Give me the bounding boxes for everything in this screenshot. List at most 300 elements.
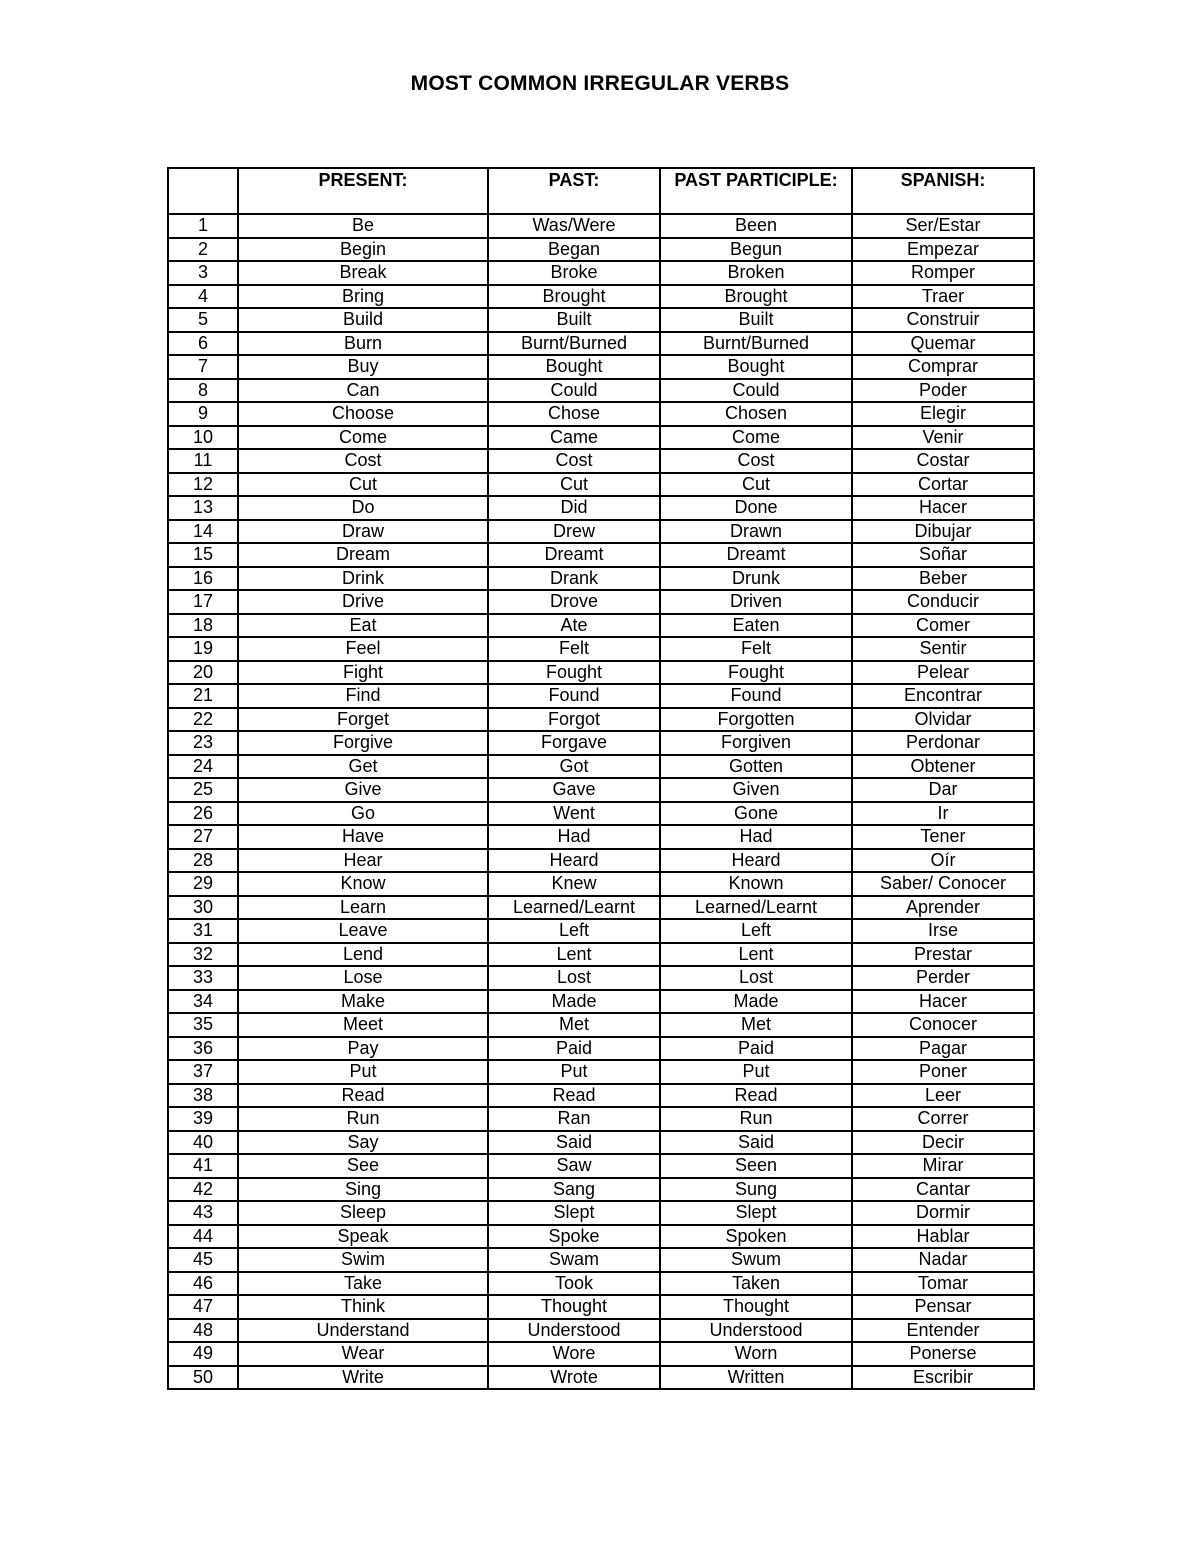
table-row [168, 590, 1034, 614]
cell-present: Read [238, 1084, 488, 1108]
cell-present: Say [238, 1131, 488, 1155]
table-row [168, 308, 1034, 332]
cell-past-participle: Found [660, 684, 852, 708]
cell-spanish: Mirar [852, 1154, 1034, 1178]
cell-past-participle: Cut [660, 473, 852, 497]
cell-spanish: Conducir [852, 590, 1034, 614]
cell-past-participle: Written [660, 1366, 852, 1390]
cell-present: Come [238, 426, 488, 450]
cell-present: Wear [238, 1342, 488, 1366]
cell-past: Ate [488, 614, 660, 638]
table-header [168, 168, 1034, 214]
cell-spanish: Construir [852, 308, 1034, 332]
cell-past: Lost [488, 966, 660, 990]
page-title: MOST COMMON IRREGULAR VERBS [410, 72, 790, 95]
cell-present: Eat [238, 614, 488, 638]
cell-past: Knew [488, 872, 660, 896]
cell-spanish: Hablar [852, 1225, 1034, 1249]
cell-present: Dream [238, 543, 488, 567]
cell-past-participle: Begun [660, 238, 852, 262]
cell-past-participle: Known [660, 872, 852, 896]
cell-number: 26 [168, 802, 238, 826]
cell-spanish: Romper [852, 261, 1034, 285]
cell-past-participle: Bought [660, 355, 852, 379]
cell-past: Was/Were [488, 214, 660, 238]
cell-spanish: Hacer [852, 496, 1034, 520]
cell-present: Speak [238, 1225, 488, 1249]
cell-present: Understand [238, 1319, 488, 1343]
cell-past: Came [488, 426, 660, 450]
cell-spanish: Pelear [852, 661, 1034, 685]
cell-spanish: Ir [852, 802, 1034, 826]
cell-past-participle: Paid [660, 1037, 852, 1061]
table-row [168, 1295, 1034, 1319]
table-row [168, 402, 1034, 426]
cell-past: Drew [488, 520, 660, 544]
cell-past: Learned/Learnt [488, 896, 660, 920]
cell-present: Give [238, 778, 488, 802]
cell-number: 7 [168, 355, 238, 379]
table-row [168, 755, 1034, 779]
cell-past: Found [488, 684, 660, 708]
cell-spanish: Ponerse [852, 1342, 1034, 1366]
table-row [168, 285, 1034, 309]
cell-present: Burn [238, 332, 488, 356]
cell-present: Sing [238, 1178, 488, 1202]
cell-present: Swim [238, 1248, 488, 1272]
cell-spanish: Cortar [852, 473, 1034, 497]
cell-spanish: Comer [852, 614, 1034, 638]
cell-spanish: Pensar [852, 1295, 1034, 1319]
cell-past: Paid [488, 1037, 660, 1061]
table-row [168, 1060, 1034, 1084]
cell-past-participle: Cost [660, 449, 852, 473]
cell-present: Choose [238, 402, 488, 426]
cell-past: Saw [488, 1154, 660, 1178]
cell-number: 13 [168, 496, 238, 520]
cell-spanish: Hacer [852, 990, 1034, 1014]
cell-spanish: Saber/ Conocer [852, 872, 1034, 896]
cell-number: 35 [168, 1013, 238, 1037]
table-row [168, 1178, 1034, 1202]
cell-spanish: Oír [852, 849, 1034, 873]
cell-spanish: Empezar [852, 238, 1034, 262]
cell-past: Spoke [488, 1225, 660, 1249]
cell-number: 1 [168, 214, 238, 238]
cell-spanish: Conocer [852, 1013, 1034, 1037]
cell-past: Brought [488, 285, 660, 309]
header-row [168, 168, 1034, 214]
cell-spanish: Costar [852, 449, 1034, 473]
cell-number: 8 [168, 379, 238, 403]
cell-past: Gave [488, 778, 660, 802]
cell-present: Put [238, 1060, 488, 1084]
table-row [168, 520, 1034, 544]
cell-number: 5 [168, 308, 238, 332]
cell-past-participle: Heard [660, 849, 852, 873]
table-row [168, 1342, 1034, 1366]
cell-number: 39 [168, 1107, 238, 1131]
table-row [168, 379, 1034, 403]
cell-past: Cost [488, 449, 660, 473]
cell-present: Have [238, 825, 488, 849]
cell-number: 28 [168, 849, 238, 873]
cell-past: Lent [488, 943, 660, 967]
cell-present: Find [238, 684, 488, 708]
cell-spanish: Beber [852, 567, 1034, 591]
cell-past: Chose [488, 402, 660, 426]
cell-present: Forgive [238, 731, 488, 755]
cell-number: 18 [168, 614, 238, 638]
cell-present: Forget [238, 708, 488, 732]
cell-past: Fought [488, 661, 660, 685]
table-row [168, 731, 1034, 755]
table-row [168, 1107, 1034, 1131]
cell-spanish: Decir [852, 1131, 1034, 1155]
cell-number: 29 [168, 872, 238, 896]
cell-past: Understood [488, 1319, 660, 1343]
cell-past-participle: Dreamt [660, 543, 852, 567]
table-row [168, 708, 1034, 732]
cell-past-participle: Drawn [660, 520, 852, 544]
cell-number: 36 [168, 1037, 238, 1061]
cell-past-participle: Lost [660, 966, 852, 990]
cell-spanish: Entender [852, 1319, 1034, 1343]
cell-past-participle: Met [660, 1013, 852, 1037]
cell-spanish: Irse [852, 919, 1034, 943]
cell-past-participle: Brought [660, 285, 852, 309]
cell-past: Drank [488, 567, 660, 591]
cell-past-participle: Drunk [660, 567, 852, 591]
cell-past: Forgave [488, 731, 660, 755]
cell-past-participle: Been [660, 214, 852, 238]
table-row [168, 614, 1034, 638]
cell-number: 49 [168, 1342, 238, 1366]
cell-past-participle: Broken [660, 261, 852, 285]
cell-past: Felt [488, 637, 660, 661]
cell-spanish: Dar [852, 778, 1034, 802]
cell-number: 33 [168, 966, 238, 990]
cell-past: Began [488, 238, 660, 262]
table-row [168, 637, 1034, 661]
cell-number: 34 [168, 990, 238, 1014]
cell-spanish: Cantar [852, 1178, 1034, 1202]
cell-present: Draw [238, 520, 488, 544]
table-row [168, 1131, 1034, 1155]
cell-past-participle: Slept [660, 1201, 852, 1225]
cell-present: Run [238, 1107, 488, 1131]
cell-spanish: Tomar [852, 1272, 1034, 1296]
cell-number: 23 [168, 731, 238, 755]
cell-number: 9 [168, 402, 238, 426]
column-header-present: PRESENT: [238, 168, 488, 214]
cell-past-participle: Worn [660, 1342, 852, 1366]
cell-past-participle: Swum [660, 1248, 852, 1272]
cell-number: 14 [168, 520, 238, 544]
cell-present: Do [238, 496, 488, 520]
table-row [168, 1248, 1034, 1272]
table-row [168, 1225, 1034, 1249]
cell-present: Leave [238, 919, 488, 943]
table-row [168, 1272, 1034, 1296]
cell-present: Learn [238, 896, 488, 920]
cell-number: 45 [168, 1248, 238, 1272]
cell-past-participle: Gotten [660, 755, 852, 779]
cell-present: Begin [238, 238, 488, 262]
cell-spanish: Escribir [852, 1366, 1034, 1390]
cell-number: 3 [168, 261, 238, 285]
cell-past-participle: Forgiven [660, 731, 852, 755]
cell-past-participle: Come [660, 426, 852, 450]
cell-present: Think [238, 1295, 488, 1319]
table-row [168, 825, 1034, 849]
cell-present: Break [238, 261, 488, 285]
table-body [168, 214, 1034, 1389]
cell-number: 16 [168, 567, 238, 591]
cell-past-participle: Said [660, 1131, 852, 1155]
cell-past: Sang [488, 1178, 660, 1202]
cell-number: 4 [168, 285, 238, 309]
cell-present: Hear [238, 849, 488, 873]
cell-spanish: Ser/Estar [852, 214, 1034, 238]
cell-past: Got [488, 755, 660, 779]
table-row [168, 661, 1034, 685]
cell-number: 2 [168, 238, 238, 262]
cell-present: Drink [238, 567, 488, 591]
cell-past: Thought [488, 1295, 660, 1319]
table-row [168, 214, 1034, 238]
table-row [168, 1201, 1034, 1225]
cell-number: 44 [168, 1225, 238, 1249]
cell-number: 10 [168, 426, 238, 450]
cell-number: 47 [168, 1295, 238, 1319]
cell-past: Made [488, 990, 660, 1014]
cell-spanish: Dibujar [852, 520, 1034, 544]
cell-past: Broke [488, 261, 660, 285]
table-row [168, 919, 1034, 943]
cell-past-participle: Built [660, 308, 852, 332]
cell-spanish: Leer [852, 1084, 1034, 1108]
cell-past: Had [488, 825, 660, 849]
cell-past: Slept [488, 1201, 660, 1225]
cell-past: Went [488, 802, 660, 826]
cell-number: 40 [168, 1131, 238, 1155]
cell-past-participle: Put [660, 1060, 852, 1084]
cell-spanish: Elegir [852, 402, 1034, 426]
cell-past: Drove [488, 590, 660, 614]
cell-present: Lend [238, 943, 488, 967]
table-row [168, 496, 1034, 520]
table-row [168, 1319, 1034, 1343]
cell-present: Bring [238, 285, 488, 309]
table-row [168, 449, 1034, 473]
cell-spanish: Quemar [852, 332, 1034, 356]
cell-past: Left [488, 919, 660, 943]
cell-present: Cut [238, 473, 488, 497]
cell-present: Make [238, 990, 488, 1014]
table-row [168, 684, 1034, 708]
cell-number: 15 [168, 543, 238, 567]
cell-number: 12 [168, 473, 238, 497]
cell-spanish: Comprar [852, 355, 1034, 379]
cell-past-participle: Sung [660, 1178, 852, 1202]
cell-spanish: Pagar [852, 1037, 1034, 1061]
cell-number: 43 [168, 1201, 238, 1225]
cell-past: Heard [488, 849, 660, 873]
cell-present: Go [238, 802, 488, 826]
table-row [168, 426, 1034, 450]
table-row [168, 567, 1034, 591]
table-row [168, 238, 1034, 262]
cell-spanish: Aprender [852, 896, 1034, 920]
cell-number: 27 [168, 825, 238, 849]
cell-present: Be [238, 214, 488, 238]
cell-number: 31 [168, 919, 238, 943]
cell-past: Said [488, 1131, 660, 1155]
cell-number: 6 [168, 332, 238, 356]
cell-spanish: Prestar [852, 943, 1034, 967]
cell-present: Sleep [238, 1201, 488, 1225]
cell-past: Put [488, 1060, 660, 1084]
cell-past-participle: Read [660, 1084, 852, 1108]
cell-past-participle: Fought [660, 661, 852, 685]
cell-past-participle: Could [660, 379, 852, 403]
cell-past-participle: Taken [660, 1272, 852, 1296]
cell-past: Took [488, 1272, 660, 1296]
cell-past-participle: Done [660, 496, 852, 520]
table-row [168, 332, 1034, 356]
cell-past-participle: Understood [660, 1319, 852, 1343]
cell-present: Write [238, 1366, 488, 1390]
table-row [168, 543, 1034, 567]
cell-present: Get [238, 755, 488, 779]
column-header-past-participle: PAST PARTICIPLE: [660, 168, 852, 214]
cell-present: Know [238, 872, 488, 896]
cell-past-participle: Felt [660, 637, 852, 661]
cell-past: Forgot [488, 708, 660, 732]
cell-spanish: Correr [852, 1107, 1034, 1131]
cell-past-participle: Forgotten [660, 708, 852, 732]
cell-past-participle: Eaten [660, 614, 852, 638]
cell-spanish: Dormir [852, 1201, 1034, 1225]
column-header-past: PAST: [488, 168, 660, 214]
table-row [168, 966, 1034, 990]
table-row [168, 802, 1034, 826]
cell-past-participle: Thought [660, 1295, 852, 1319]
cell-spanish: Perdonar [852, 731, 1034, 755]
cell-past-participle: Burnt/Burned [660, 332, 852, 356]
cell-past-participle: Run [660, 1107, 852, 1131]
cell-number: 30 [168, 896, 238, 920]
cell-past: Could [488, 379, 660, 403]
cell-number: 11 [168, 449, 238, 473]
cell-number: 22 [168, 708, 238, 732]
cell-number: 19 [168, 637, 238, 661]
cell-present: Can [238, 379, 488, 403]
cell-number: 38 [168, 1084, 238, 1108]
cell-past-participle: Given [660, 778, 852, 802]
column-header-number [168, 168, 238, 214]
table-row [168, 1013, 1034, 1037]
cell-present: Take [238, 1272, 488, 1296]
cell-past: Dreamt [488, 543, 660, 567]
table-row [168, 1084, 1034, 1108]
cell-spanish: Perder [852, 966, 1034, 990]
cell-present: Lose [238, 966, 488, 990]
cell-spanish: Soñar [852, 543, 1034, 567]
cell-number: 42 [168, 1178, 238, 1202]
table-row [168, 990, 1034, 1014]
cell-past: Swam [488, 1248, 660, 1272]
cell-present: Fight [238, 661, 488, 685]
cell-present: Build [238, 308, 488, 332]
cell-past-participle: Spoken [660, 1225, 852, 1249]
cell-present: Feel [238, 637, 488, 661]
table-row [168, 261, 1034, 285]
cell-past-participle: Gone [660, 802, 852, 826]
cell-past: Built [488, 308, 660, 332]
cell-past: Met [488, 1013, 660, 1037]
cell-spanish: Encontrar [852, 684, 1034, 708]
cell-past: Burnt/Burned [488, 332, 660, 356]
cell-number: 41 [168, 1154, 238, 1178]
cell-past: Cut [488, 473, 660, 497]
cell-spanish: Nadar [852, 1248, 1034, 1272]
table-row [168, 896, 1034, 920]
table-row [168, 1366, 1034, 1390]
cell-spanish: Olvidar [852, 708, 1034, 732]
cell-present: Drive [238, 590, 488, 614]
cell-number: 46 [168, 1272, 238, 1296]
table-row [168, 778, 1034, 802]
cell-present: See [238, 1154, 488, 1178]
cell-number: 50 [168, 1366, 238, 1390]
cell-past-participle: Driven [660, 590, 852, 614]
cell-present: Buy [238, 355, 488, 379]
cell-number: 24 [168, 755, 238, 779]
cell-past: Ran [488, 1107, 660, 1131]
cell-past: Read [488, 1084, 660, 1108]
cell-number: 20 [168, 661, 238, 685]
cell-number: 21 [168, 684, 238, 708]
cell-past-participle: Chosen [660, 402, 852, 426]
cell-past-participle: Left [660, 919, 852, 943]
cell-spanish: Sentir [852, 637, 1034, 661]
cell-spanish: Obtener [852, 755, 1034, 779]
cell-number: 17 [168, 590, 238, 614]
cell-number: 48 [168, 1319, 238, 1343]
cell-past-participle: Had [660, 825, 852, 849]
table-row [168, 943, 1034, 967]
cell-spanish: Venir [852, 426, 1034, 450]
irregular-verbs-table [167, 167, 1035, 1390]
table-row [168, 872, 1034, 896]
cell-present: Pay [238, 1037, 488, 1061]
table-row [168, 1154, 1034, 1178]
cell-past: Wrote [488, 1366, 660, 1390]
cell-past-participle: Learned/Learnt [660, 896, 852, 920]
cell-present: Cost [238, 449, 488, 473]
table-row [168, 849, 1034, 873]
table-row [168, 1037, 1034, 1061]
cell-past: Did [488, 496, 660, 520]
cell-past-participle: Seen [660, 1154, 852, 1178]
table-row [168, 473, 1034, 497]
cell-present: Meet [238, 1013, 488, 1037]
cell-spanish: Poner [852, 1060, 1034, 1084]
cell-past-participle: Lent [660, 943, 852, 967]
cell-spanish: Traer [852, 285, 1034, 309]
